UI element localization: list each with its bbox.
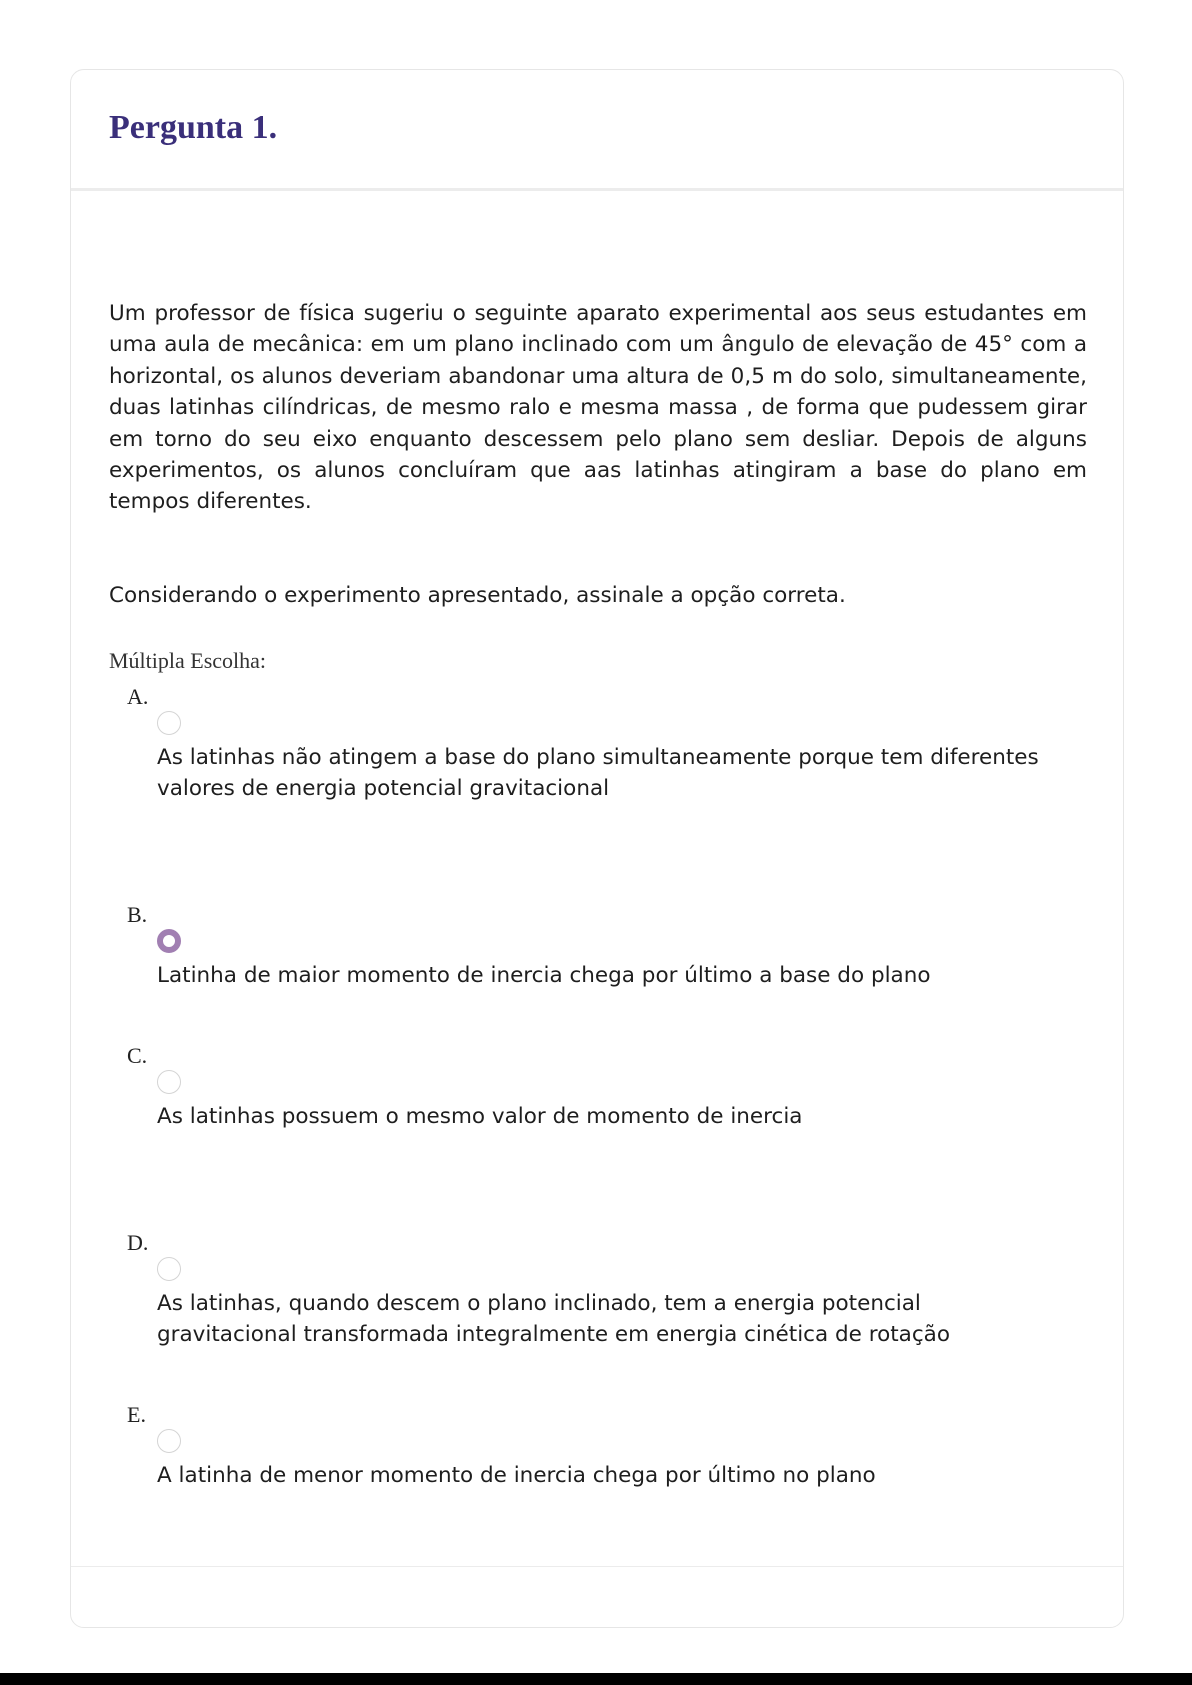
option-text[interactable]: As latinhas, quando descem o plano inclinado, tem a energia potencial gravitacional transformada integralmente em energia cinética de rotação: [157, 1291, 950, 1348]
option-letter: A.: [127, 684, 149, 709]
option-text[interactable]: Latinha de maior momento de inercia chega por último a base do plano: [157, 963, 931, 988]
question-type-label: Múltipla Escolha:: [109, 648, 267, 673]
option-text[interactable]: As latinhas possuem o mesmo valor de momento de inercia: [157, 1104, 803, 1129]
option-letter: D.: [127, 1230, 149, 1255]
bottom-edge-bar: [0, 1673, 1192, 1685]
radio-option-d[interactable]: [157, 1257, 181, 1281]
question-title: Pergunta 1.: [109, 109, 278, 146]
option-text[interactable]: As latinhas não atingem a base do plano simultaneamente porque tem diferentes valores de energia potencial gravitacional: [157, 745, 1039, 802]
option-text[interactable]: A latinha de menor momento de inercia chega por último no plano: [157, 1463, 876, 1488]
radio-option-b[interactable]: [157, 929, 181, 953]
question-instruction: Considerando o experimento apresentado, assinale a opção correta.: [109, 583, 846, 608]
radio-option-e[interactable]: [157, 1429, 181, 1453]
radio-option-c[interactable]: [157, 1070, 181, 1094]
option-letter: E.: [127, 1402, 146, 1427]
question-footer: [71, 1566, 1123, 1627]
radio-option-a[interactable]: [157, 711, 181, 735]
question-header: [71, 70, 1123, 191]
option-letter: C.: [127, 1043, 148, 1068]
option-letter: B.: [127, 902, 148, 927]
question-statement: Um professor de física sugeriu o seguinte aparato experimental aos seus estudantes em uma aula de mecânica: em um plano inclinado com um ângulo de elevação de 45° com a horizontal, os alunos deveriam abandonar uma altura de 0,5 m do solo, simultaneamente, duas latinhas cilíndricas, de mesmo ralo e mesma massa , de forma que pudessem girar em torno do seu eixo enquanto descessem pelo plano sem desliar. Depois de alguns experimentos, os alunos concluíram que aas latinhas atingiram a base do plano em tempos diferentes.: [109, 301, 1087, 515]
question-card: [70, 69, 1124, 1628]
